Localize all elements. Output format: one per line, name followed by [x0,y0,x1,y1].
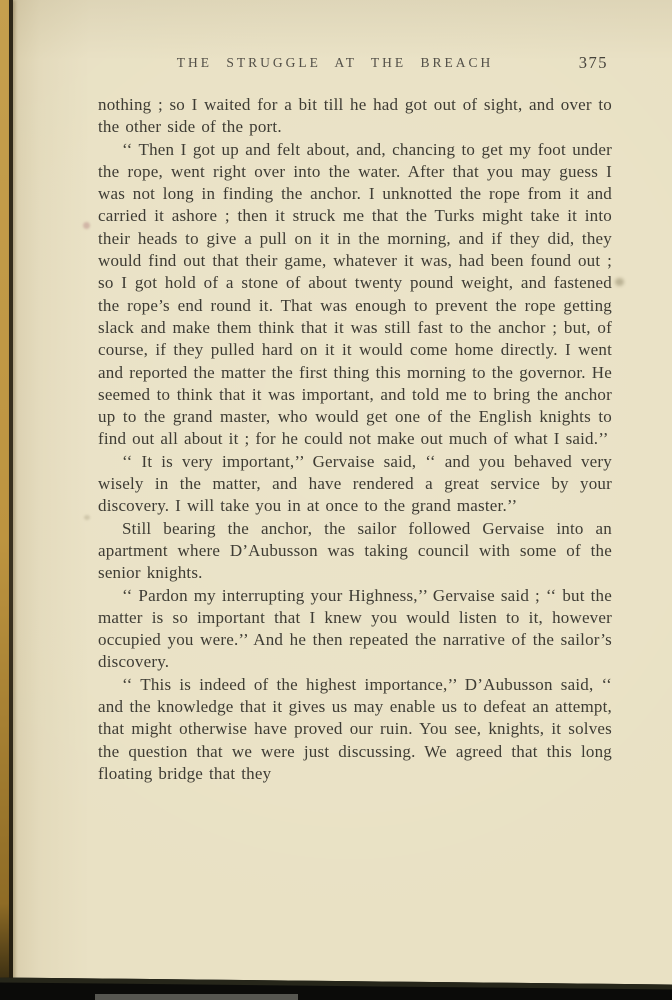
paragraph: ‘‘ It is very important,’’ Gervaise said, ‘‘ and you behaved very wisely in the matter, and have rendered a great service by your discovery. I will take you in at once to the grand master.’’ [98,451,612,516]
page-number: 375 [578,53,608,72]
scan-background-bar [95,994,298,1000]
page-edge-stack [0,0,9,982]
paragraph: Still bearing the anchor, the sailor followed Gervaise into an apartment where D’Aubusson was taking council with some of the senior knights. [98,518,612,583]
paragraph: ‘‘ Then I got up and felt about, and, chancing to get my foot under the rope, went right over into the water. After that you may guess I was not long in finding the anchor. I unknotted the rope from it and carried it ashore ; then it struck me that the Turks might take it into their heads to give a pull on it in the morning, and if they did, they would find out that their game, whatever it was, had been found out ; so I got hold of a stone of about twenty pound weight, and fastened the rope’s end round it. That was enough to prevent the rope getting slack and make them think that it was still fast to the anchor ; but, of course, if they pulled hard on it it would come home directly. I went and reported the matter the first thing this morning to the governor. He seemed to think that it was important, and told me to bring the anchor up to the grand master, who would get one of the English knights to find out all about it ; for he could not make out much of what I said.’’ [98,139,612,449]
paragraph: ‘‘ Pardon my interrupting your Highness,’’ Gervaise said ; ‘‘ but the matter is so important that I knew you would listen to it, however occupied you were.’’ And he then repeated the narrative of the sailor’s discovery. [98,585,612,672]
paragraph: nothing ; so I waited for a bit till he had got out of sight, and over to the other side of the port. [98,95,612,137]
page-edge-gutter-line [9,0,13,982]
page-text-block [98,94,612,785]
paragraph: ‘‘ This is indeed of the highest importance,’’ D’Aubusson said, ‘‘ and the knowledge that it gives us may enable us to defeat an attempt, that might otherwise have proved our ruin. You see, knights, it solves the question that we were just discussing. We agreed that this long floating bridge that they [98,674,612,783]
running-header-row [98,55,612,77]
running-header-title: THE STRUGGLE AT THE BREACH [176,55,494,70]
